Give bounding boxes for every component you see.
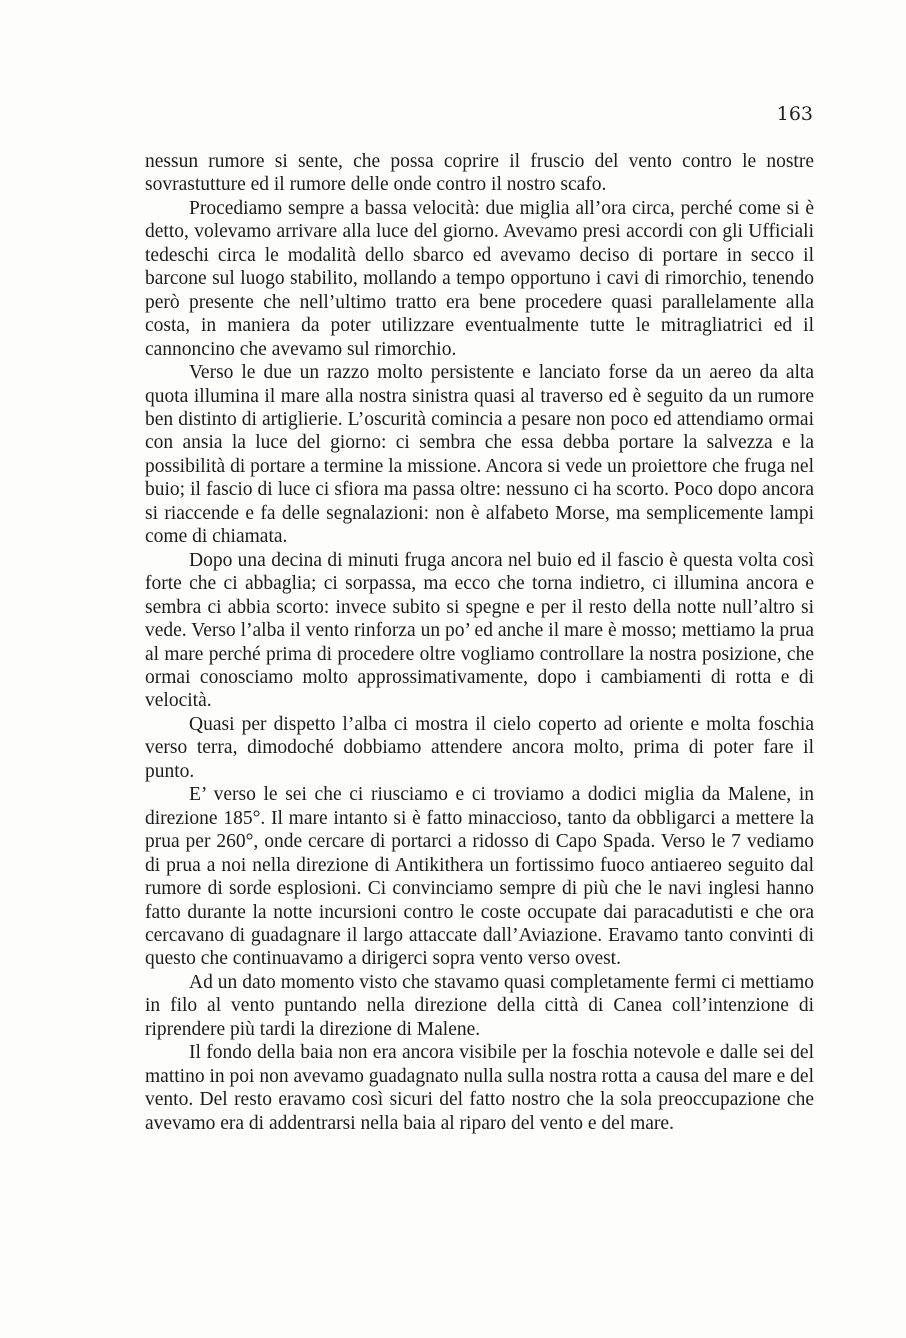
paragraph: Ad un dato momento visto che stavamo quasi completamente fermi ci mettiamo in filo al vento puntando nella direzione della città di Canea coll’intenzione di riprendere più tardi la direzione di Malene. [145, 971, 814, 1040]
paragraph: Quasi per dispetto l’alba ci mostra il cielo coperto ad oriente e molta foschia verso terra, dimodoché dobbiamo attendere ancora molto, prima di poter fare il punto. [145, 713, 814, 782]
paragraph: E’ verso le sei che ci riusciamo e ci troviamo a dodici miglia da Malene, in direzione 185°. Il mare intanto si è fatto minaccioso, tanto da obbligarci a mettere la prua per 260°, onde cercare di portarci a ridosso di Capo Spada. Verso le 7 vediamo di prua a noi nella direzione di Antikithera un fortissimo fuoco antiaereo seguito dal rumore di sorde esplosioni. Ci convinciamo sempre di più che le navi inglesi hanno fatto durante la notte incursioni contro le coste occupate dai paracadutisti e che ora cercavano di guadagnare il largo attaccate dall’Aviazione. Eravamo tanto convinti di questo che continuavamo a dirigerci sopra vento verso ovest. [145, 784, 814, 970]
paragraph: Dopo una decina di minuti fruga ancora nel buio ed il fascio è questa volta così forte che ci abbaglia; ci sorpassa, ma ecco che torna indietro, ci illumina ancora e sembra ci abbia scorto: invece subito si spegne e per il resto della notte null’altro si vede. Verso l’alba il vento rinforza un po’ ed anche il mare è mosso; mettiamo la prua al mare perché prima di procedere oltre vogliamo controllare la nostra posizione, che ormai conosciamo molto approssimativamente, dopo i cambiamenti di rotta e di velocità. [145, 549, 814, 712]
paragraph-continued: nessun rumore si sente, che possa coprire il fruscio del vento contro le nostre sovrastutture ed il rumore delle onde contro il nostro scafo. [145, 151, 814, 196]
page-number: 163 [776, 103, 813, 125]
paragraph: Verso le due un razzo molto persistente e lanciato forse da un aereo da alta quota illumina il mare alla nostra sinistra quasi al traverso ed è seguito da un rumore ben distinto di artiglierie. L’oscurità comincia a pesare non poco ed attendiamo ormai con ansia la luce del giorno: ci sembra che essa debba portare la salvezza e la possibilità di portare a termine la missione. Ancora si vede un proiettore che fruga nel buio; il fascio di luce ci sfiora ma passa oltre: nessuno ci ha scorto. Poco dopo ancora si riaccende e fa delle segnalazioni: non è alfabeto Morse, ma semplicemente lampi come di chiamata. [145, 362, 814, 548]
paragraph: Procediamo sempre a bassa velocità: due miglia all’ora circa, perché come si è detto, volevamo arrivare alla luce del giorno. Avevamo presi accordi con gli Ufficiali tedeschi circa le modalità dello sbarco ed avevamo deciso di portare in secco il barcone sul luogo stabilito, mollando a tempo opportuno i cavi di rimorchio, tenendo però presente che nell’ultimo tratto era bene procedere quasi parallelamente alla costa, in maniera da poter utilizzare eventualmente tutte le mitragliatrici ed il cannoncino che avevamo sul rimorchio. [145, 197, 814, 360]
body-text [145, 150, 814, 1135]
paragraph: Il fondo della baia non era ancora visibile per la foschia notevole e dalle sei del mattino in poi non avevamo guadagnato nulla sulla nostra rotta a causa del mare e del vento. Del resto eravamo così sicuri del fatto nostro che la sola preoccupazione che avevamo era di addentrarsi nella baia al riparo del vento e del mare. [145, 1042, 814, 1134]
